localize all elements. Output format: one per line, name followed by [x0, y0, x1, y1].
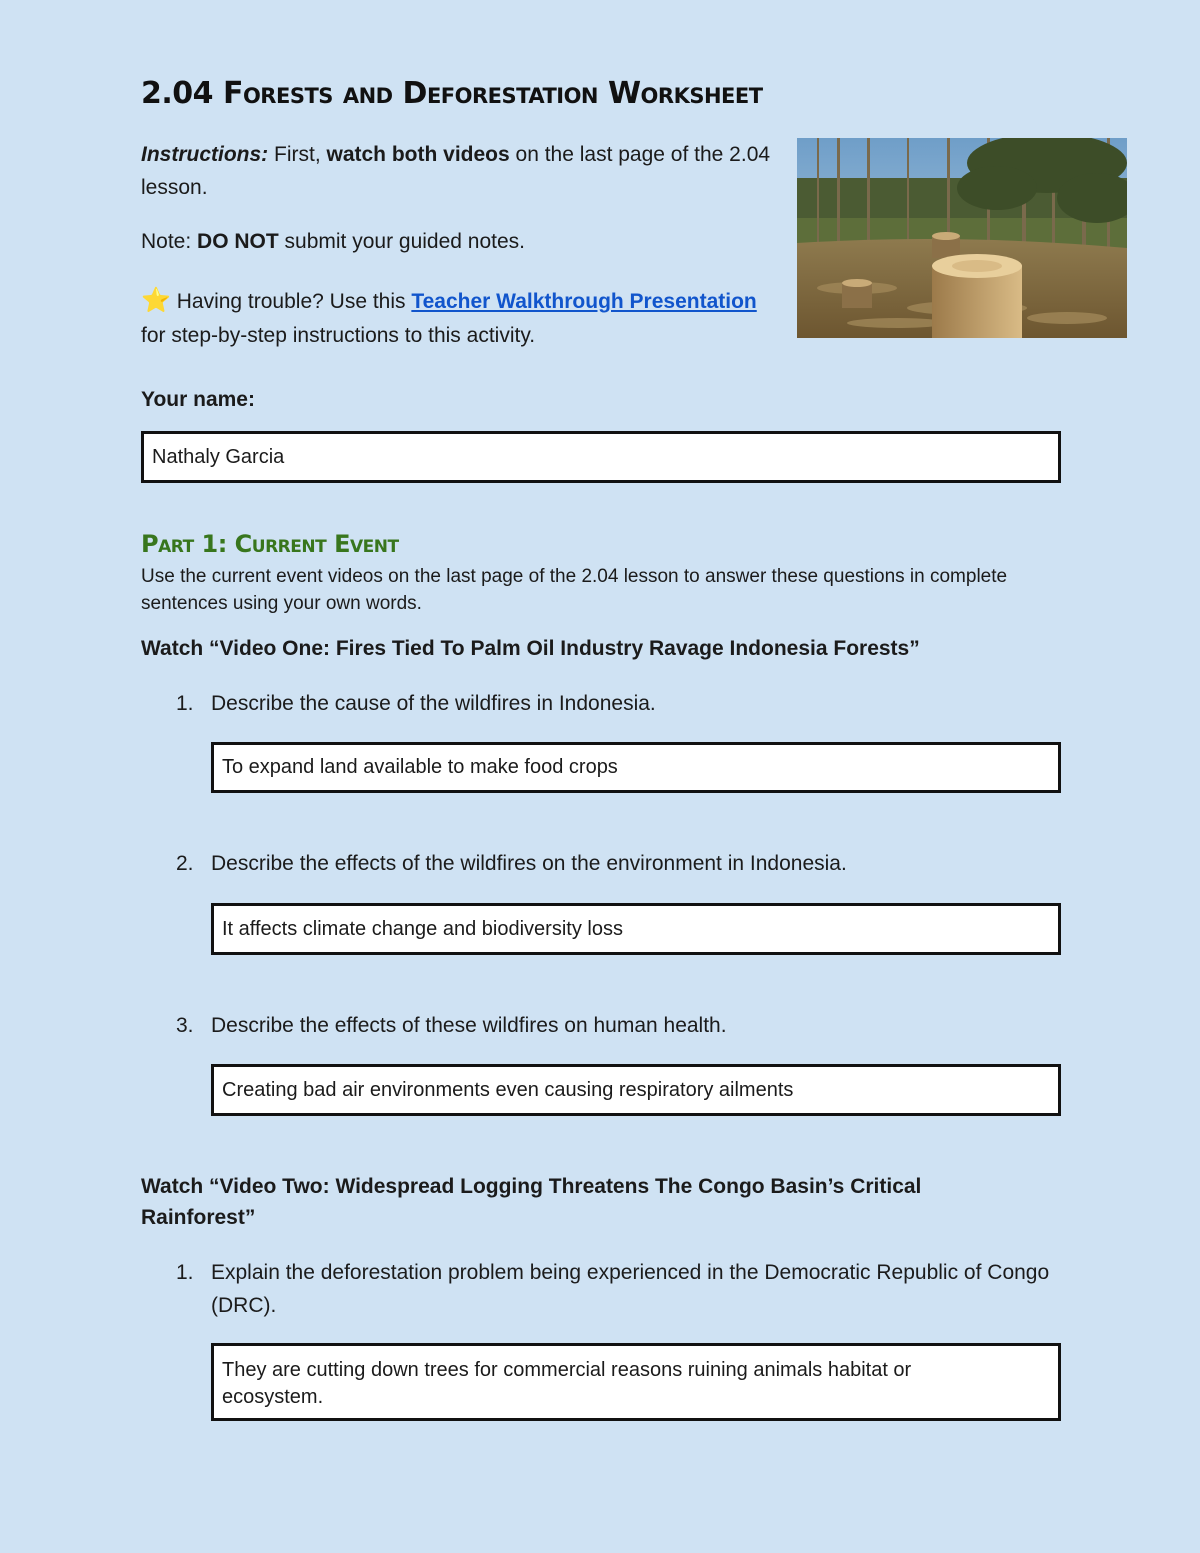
name-value: Nathaly Garcia: [152, 446, 285, 468]
teacher-walkthrough-link[interactable]: Teacher Walkthrough Presentation: [411, 290, 757, 313]
question-number: 1.: [176, 1261, 194, 1284]
question-number: 1.: [176, 692, 194, 715]
worksheet-title: 2.04 Forests and Deforestation Worksheet: [141, 76, 763, 111]
answer-text: Creating bad air environments even causing respiratory ailments: [222, 1079, 794, 1101]
instructions-part: First,: [268, 143, 327, 166]
answer-field[interactable]: [211, 1064, 1061, 1116]
question-label: Explain the deforestation problem being experienced in the Democratic Republic of Congo (DRC).: [211, 1261, 1050, 1317]
answer-field[interactable]: [211, 742, 1061, 793]
answer-field[interactable]: [211, 1343, 1061, 1421]
question-label: Describe the effects of the wildfires on the environment in Indonesia.: [211, 852, 847, 875]
video-one-title: Watch “Video One: Fires Tied To Palm Oil Industry Ravage Indonesia Forests”: [141, 637, 920, 660]
help-part: for step-by-step instructions to this activity.: [141, 324, 536, 347]
note-part: submit your guided notes.: [278, 230, 526, 253]
deforestation-photo: [797, 138, 1127, 338]
question-label: Describe the cause of the wildfires in Indonesia.: [211, 692, 656, 715]
name-label: Your name:: [141, 388, 255, 411]
answer-text: They are cutting down trees for commercial reasons ruining animals habitat or ecosystem.: [222, 1359, 912, 1408]
question-number: 3.: [176, 1014, 194, 1037]
question-label: Describe the effects of these wildfires on human health.: [211, 1014, 727, 1037]
help-text: [141, 284, 781, 353]
question-text: [176, 687, 1061, 720]
instructions-label: Instructions:: [141, 143, 269, 166]
instructions-text: [141, 138, 781, 204]
instructions-part: on the last page of the 2.04 lesson.: [141, 143, 771, 199]
star-icon: ⭐: [141, 287, 171, 314]
answer-text: To expand land available to make food crops: [222, 756, 618, 778]
help-part: Having trouble? Use this: [170, 290, 412, 313]
note-part: Note:: [141, 230, 198, 253]
video-two-title: Watch “Video Two: Widespread Logging Threatens The Congo Basin’s Critical Rainforest”: [141, 1175, 922, 1229]
note-text: [141, 225, 525, 258]
part1-description: Use the current event videos on the last page of the 2.04 lesson to answer these questions in complete sentences using your own words.: [141, 566, 1008, 614]
answer-field[interactable]: [211, 903, 1061, 955]
answer-text: It affects climate change and biodiversity loss: [222, 918, 623, 940]
note-bold: DO NOT: [197, 230, 279, 253]
question-text: [176, 1256, 1061, 1322]
part1-heading: Part 1: Current Event: [141, 530, 399, 558]
instructions-bold: watch both videos: [326, 143, 510, 166]
question-number: 2.: [176, 852, 194, 875]
name-field[interactable]: [141, 431, 1061, 483]
question-text: [176, 1009, 1061, 1042]
question-text: [176, 847, 1061, 880]
